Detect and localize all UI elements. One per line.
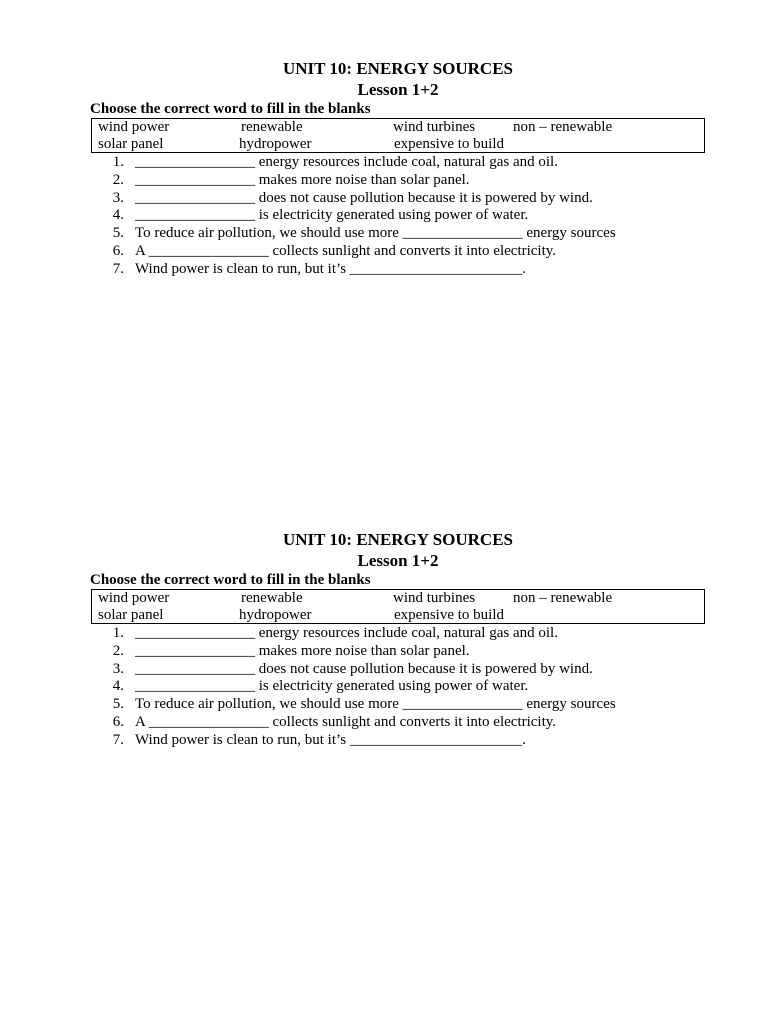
question-item [0, 243, 768, 261]
word-bank-item: wind turbines [393, 119, 476, 135]
question-number: 7. [112, 731, 124, 748]
word-bank-box [91, 589, 705, 624]
question-text: To reduce air pollution, we should use more ________________ energy sources [135, 225, 616, 242]
question-text: ________________ energy resources include coal, natural gas and oil. [135, 625, 558, 641]
question-item [0, 154, 768, 172]
question-number: 2. [112, 642, 124, 659]
question-text: ________________ energy resources include coal, natural gas and oil. [135, 154, 558, 170]
word-bank-item: wind power [98, 119, 170, 135]
question-text: To reduce air pollution, we should use more ________________ energy sources [135, 696, 616, 713]
worksheet-1 [0, 58, 768, 277]
worksheet-title: UNIT 10: ENERGY SOURCES [282, 530, 513, 549]
worksheet-2 [0, 529, 768, 748]
question-number: 5. [112, 696, 124, 713]
question-text: Wind power is clean to run, but it’s _______________________. [135, 260, 527, 277]
question-text: ________________ does not cause pollution because it is powered by wind. [135, 189, 593, 206]
word-bank-item: wind power [98, 590, 170, 606]
question-number: 3. [112, 660, 124, 677]
question-number: 1. [112, 154, 124, 170]
question-item [0, 696, 768, 714]
question-list [0, 154, 768, 279]
worksheet-subtitle: Lesson 1+2 [357, 80, 439, 99]
question-text: ________________ does not cause pollution because it is powered by wind. [135, 660, 593, 677]
word-bank-item: non – renewable [513, 119, 613, 135]
instruction-text: Choose the correct word to fill in the blanks [90, 572, 371, 588]
question-number: 6. [112, 713, 124, 730]
question-number: 7. [112, 260, 124, 277]
question-item [0, 207, 768, 225]
word-bank-item: renewable [241, 119, 303, 135]
question-text: A ________________ collects sunlight and converts it into electricity. [135, 242, 557, 259]
question-item [0, 172, 768, 190]
worksheet-title: UNIT 10: ENERGY SOURCES [282, 59, 513, 78]
question-number: 6. [112, 242, 124, 259]
word-bank-item: expensive to build [394, 607, 504, 623]
question-item [0, 261, 768, 279]
question-number: 2. [112, 171, 124, 188]
worksheet-subtitle: Lesson 1+2 [357, 551, 439, 570]
question-number: 5. [112, 225, 124, 242]
word-bank-box [91, 118, 705, 153]
question-text: ________________ is electricity generated using power of water. [135, 207, 529, 224]
question-item [0, 732, 768, 750]
word-bank-item: renewable [241, 590, 303, 606]
question-item [0, 678, 768, 696]
question-item [0, 225, 768, 243]
question-text: ________________ is electricity generated using power of water. [135, 678, 529, 695]
question-number: 3. [112, 189, 124, 206]
instruction-text: Choose the correct word to fill in the blanks [90, 101, 371, 117]
question-text: ________________ makes more noise than solar panel. [135, 171, 470, 188]
question-item [0, 625, 768, 643]
question-item [0, 714, 768, 732]
question-item [0, 661, 768, 679]
question-number: 1. [112, 625, 124, 641]
question-text: Wind power is clean to run, but it’s _______________________. [135, 731, 527, 748]
question-number: 4. [112, 678, 124, 695]
word-bank-item: hydropower [239, 136, 312, 152]
question-list [0, 625, 768, 750]
question-item [0, 643, 768, 661]
word-bank-item: solar panel [98, 607, 164, 623]
word-bank-item: wind turbines [393, 590, 476, 606]
word-bank-item: hydropower [239, 607, 312, 623]
question-item [0, 190, 768, 208]
word-bank-item: solar panel [98, 136, 164, 152]
question-text: ________________ makes more noise than solar panel. [135, 642, 470, 659]
question-number: 4. [112, 207, 124, 224]
word-bank-item: expensive to build [394, 136, 504, 152]
word-bank-item: non – renewable [513, 590, 613, 606]
question-text: A ________________ collects sunlight and converts it into electricity. [135, 713, 557, 730]
